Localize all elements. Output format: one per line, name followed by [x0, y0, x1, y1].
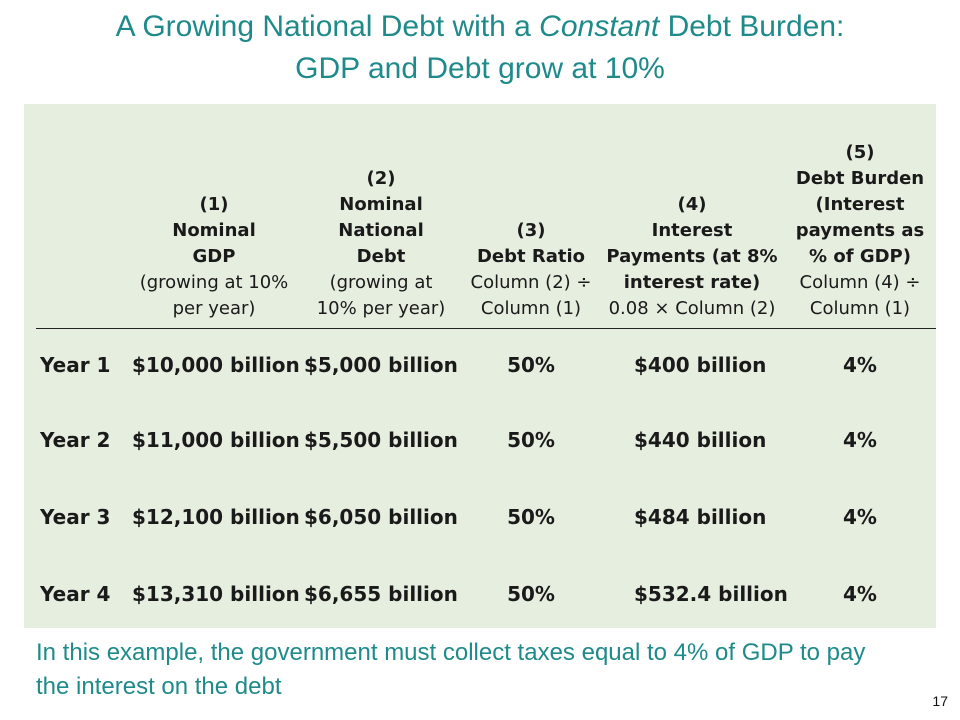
header-col-1-note: per year): [172, 298, 256, 319]
header-col-5-title: Debt Burden: [795, 168, 925, 189]
header-col-4-title: Payments (at 8%: [606, 246, 778, 267]
cell-year: Year 3: [40, 504, 111, 529]
cell-nominal-gdp: $13,310 billion: [132, 581, 300, 606]
header-year: [36, 112, 128, 329]
table-panel: [24, 104, 936, 628]
cell-year: Year 2: [40, 427, 111, 452]
summary-note: In this example, the government must collect taxes equal to 4% of GDP to pay the interest on the debt: [36, 639, 866, 700]
cell-national-debt: $5,000 billion: [304, 353, 458, 377]
cell-interest-payments: $440 billion: [634, 427, 767, 452]
cell-interest-payments: $532.4 billion: [634, 581, 788, 606]
header-col-5: [784, 112, 936, 329]
cell-national-debt: $6,050 billion: [304, 504, 458, 529]
header-col-3-number: (3): [516, 220, 546, 241]
header-col-5-number: (5): [845, 142, 875, 163]
cell-debt-burden: 4%: [843, 581, 877, 606]
header-col-4: [600, 112, 784, 329]
table-row: [36, 555, 936, 632]
cell-debt-ratio: 50%: [507, 353, 555, 377]
header-col-1-note: (growing at 10%: [139, 272, 289, 293]
header-col-4-number: (4): [677, 194, 707, 215]
title-line-1-emphasis: Constant: [539, 10, 660, 43]
header-col-5-title: payments as: [795, 220, 925, 241]
header-col-1-title: GDP: [192, 246, 236, 267]
title-line-1-start: A Growing National Debt with a: [115, 10, 540, 43]
header-col-2-title: Debt: [356, 246, 406, 267]
header-col-1-number: (1): [199, 194, 229, 215]
header-col-4-title: interest rate): [623, 272, 761, 293]
cell-national-debt: $5,500 billion: [304, 427, 458, 452]
cell-year: Year 4: [40, 581, 111, 606]
header-col-2-note: (growing at: [329, 272, 433, 293]
header-col-3-note: Column (2) ÷: [470, 272, 592, 293]
cell-debt-burden: 4%: [843, 504, 877, 529]
debt-table: [36, 112, 936, 632]
cell-year: Year 1: [40, 353, 111, 377]
header-col-2-title: National: [338, 220, 424, 241]
cell-debt-ratio: 50%: [507, 427, 555, 452]
header-col-2-note: 10% per year): [316, 298, 446, 319]
table-header-row: [36, 112, 936, 329]
page-number: 17: [932, 693, 948, 709]
header-col-5-title: % of GDP): [809, 246, 911, 267]
title-line-1-end: Debt Burden:: [659, 10, 845, 43]
cell-nominal-gdp: $12,100 billion: [132, 504, 300, 529]
cell-debt-ratio: 50%: [507, 581, 555, 606]
header-col-2-title: Nominal: [339, 194, 423, 215]
header-col-1-title: Nominal: [172, 220, 256, 241]
header-col-4-title: Interest: [651, 220, 733, 241]
cell-debt-ratio: 50%: [507, 504, 555, 529]
slide-title: [0, 6, 960, 90]
header-col-3: [462, 112, 600, 329]
header-col-5-note: Column (1): [809, 298, 911, 319]
header-col-3-note: Column (1): [480, 298, 582, 319]
cell-interest-payments: $400 billion: [634, 353, 767, 377]
title-line-2: GDP and Debt grow at 10%: [295, 52, 665, 85]
table-row: [36, 329, 936, 402]
cell-debt-burden: 4%: [843, 427, 877, 452]
cell-nominal-gdp: $11,000 billion: [132, 427, 300, 452]
header-col-2: [300, 112, 462, 329]
header-col-2-number: (2): [366, 168, 396, 189]
cell-nominal-gdp: $10,000 billion: [132, 353, 300, 377]
header-col-1: [128, 112, 300, 329]
table-row: [36, 401, 936, 478]
header-col-5-note: Column (4) ÷: [799, 272, 921, 293]
header-col-5-title: (Interest: [815, 194, 905, 215]
cell-national-debt: $6,655 billion: [304, 581, 458, 606]
cell-debt-burden: 4%: [843, 353, 877, 377]
cell-interest-payments: $484 billion: [634, 504, 767, 529]
title-line-1: [0, 6, 960, 48]
header-col-3-title: Debt Ratio: [476, 246, 586, 267]
header-col-4-note: 0.08 × Column (2): [608, 298, 776, 319]
table-row: [36, 478, 936, 555]
